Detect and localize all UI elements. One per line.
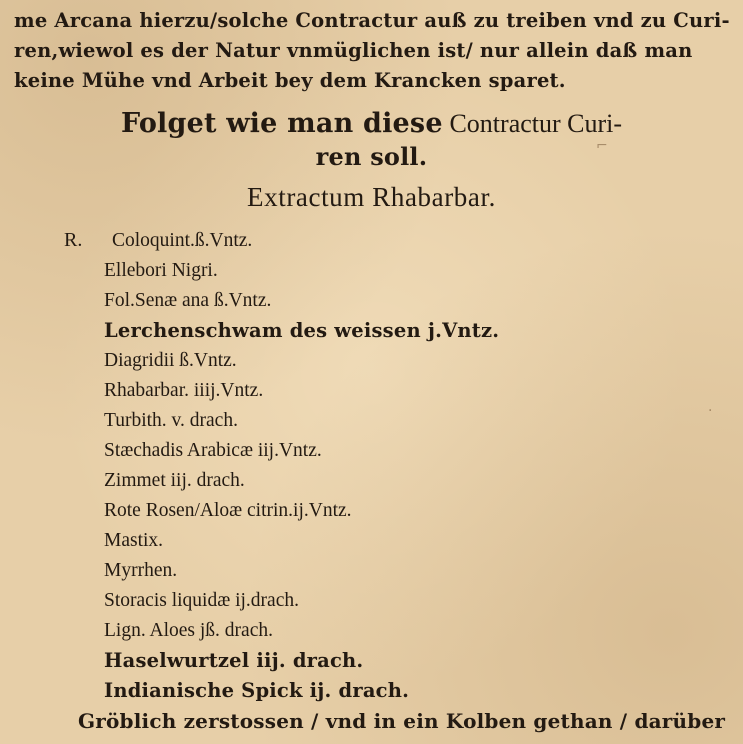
recipe-marker: R. bbox=[64, 229, 83, 251]
ingredient-line: Storacis liquidæ ij.drach. bbox=[104, 590, 299, 611]
heading-roman-part: Contractur Curi- bbox=[449, 109, 623, 138]
ingredient-line: Lign. Aloes jß. drach. bbox=[104, 620, 273, 641]
section-heading bbox=[0, 106, 743, 141]
ingredient-line: Lerchenschwam des weissen j.Vntz. bbox=[104, 319, 500, 342]
ingredient-line: Mastix. bbox=[104, 530, 164, 551]
ingredient-line: Myrrhen. bbox=[104, 560, 178, 581]
section-heading-continuation: ren soll. bbox=[315, 142, 428, 171]
ingredient-line: Rote Rosen/Aloæ citrin.ij.Vntz. bbox=[104, 500, 352, 521]
intro-line: me Arcana hierzu/solche Contractur auß zu treiben vnd zu Curi- bbox=[14, 9, 730, 32]
ingredient-line: Turbith. v. drach. bbox=[104, 410, 238, 431]
recipe-title: Extractum Rhabarbar. bbox=[247, 182, 496, 212]
intro-line: ren,wiewol es der Natur vnmüglichen ist/ nur allein daß man bbox=[14, 39, 693, 62]
heading-blackletter-part: Folget wie man diese bbox=[120, 108, 443, 139]
ingredient-line: Stæchadis Arabicæ iij.Vntz. bbox=[104, 440, 322, 461]
intro-paragraph bbox=[14, 6, 730, 96]
ingredient-line: Rhabarbar. iiij.Vntz. bbox=[104, 380, 264, 401]
margin-mark: · bbox=[708, 403, 713, 419]
margin-mark: ⌐ bbox=[596, 138, 608, 154]
ingredient-line: Diagridii ß.Vntz. bbox=[104, 350, 237, 371]
ingredient-line: Fol.Senæ ana ß.Vntz. bbox=[104, 290, 272, 311]
ingredient-line: Zimmet iij. drach. bbox=[104, 470, 245, 491]
intro-line: keine Mühe vnd Arbeit bey dem Krancken sparet. bbox=[14, 69, 566, 92]
ingredient-line: Coloquint.ß.Vntz. bbox=[112, 230, 253, 251]
ingredient-line: Indianische Spick ij. drach. bbox=[104, 679, 410, 702]
ingredient-line: Ellebori Nigri. bbox=[104, 260, 218, 281]
ingredient-line: Haselwurtzel iij. drach. bbox=[104, 649, 364, 672]
closing-line: Gröblich zerstossen / vnd in ein Kolben gethan / darüber bbox=[78, 709, 726, 733]
